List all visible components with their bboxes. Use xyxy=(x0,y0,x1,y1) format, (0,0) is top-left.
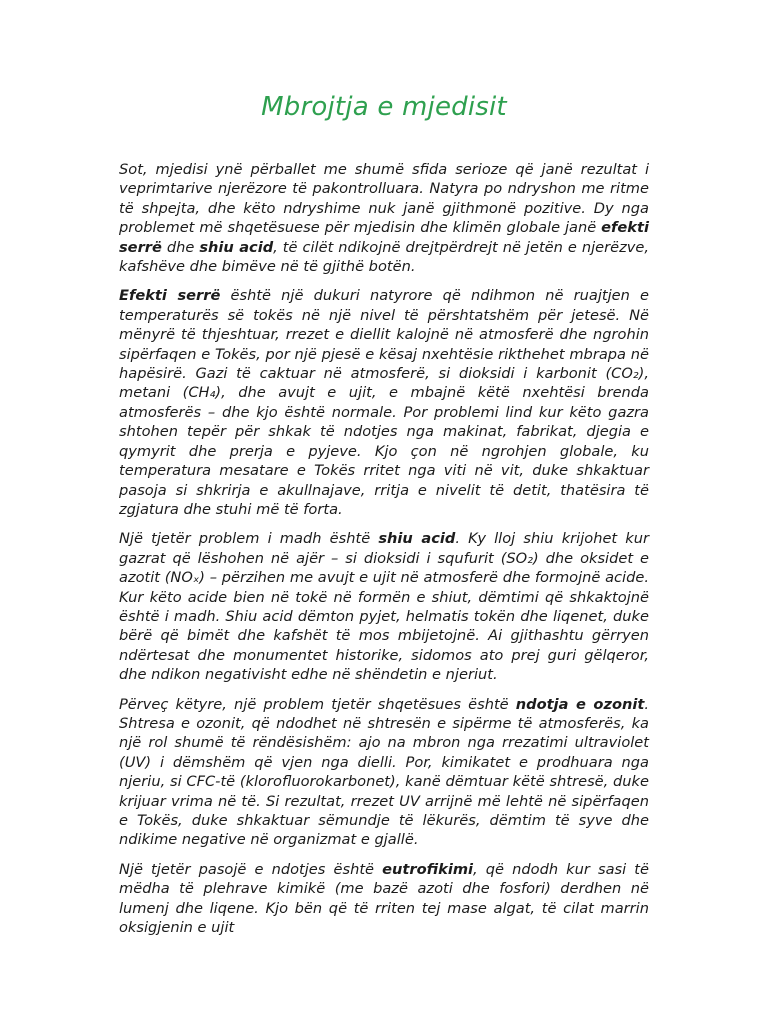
text-run: , që ndodh kur sasi të mëdha të plehrave kimikë (me bazë azoti dhe fosfori) derdhen në lumenj dhe liqene. Kjo bën që të rriten tej mase algat, të cilat marrin oksigjenin e ujit xyxy=(119,860,650,937)
bold-term-ndotja-e-ozonit: ndotja e ozonit xyxy=(515,695,645,713)
bold-term-efekti-serre: Efekti serrë xyxy=(119,287,221,305)
text-run: Një tjetër problem i madh është xyxy=(119,530,379,548)
paragraph-eutrophication xyxy=(119,860,649,938)
bold-term-eutrofikimi: eutrofikimi xyxy=(382,860,474,878)
text-run: . Ky lloj shiu krijohet kur gazrat që lëshohen në ajër – si dioksidi i squfurit (SO₂) dhe oksidet e azotit (NOₓ) – përzihen me avujt e ujit në atmosferë dhe formojnë acide. Kur këto acide bien në tokë në formën e shiut, dëmtimi që shkaktojnë është i madh. Shiu acid dëmton pyjet, helmatis tokën dhe liqenet, duke bërë që bimët dhe kafshët të mos mbijetojnë. Ai gjithashtu gërryen ndërtesat dhe monumentet historike, sidomos ato prej guri gëlqeror, dhe ndikon negativisht edhe në shëndetin e njeriut. xyxy=(119,530,650,684)
paragraph-greenhouse-effect xyxy=(119,286,649,519)
document-title: Mbrojtja e mjedisit xyxy=(261,92,507,122)
paragraph-ozone xyxy=(119,695,649,850)
text-run: , të cilët ndikojnë drejtpërdrejt në jetën e njerëzve, kafshëve dhe bimëve në të gjithë botën. xyxy=(119,238,649,276)
bold-term-shiu-acid: shiu acid xyxy=(378,530,456,548)
paragraph-acid-rain xyxy=(119,529,649,684)
text-run: dhe xyxy=(161,238,200,256)
bold-term-shiu-acid: shiu acid xyxy=(199,238,274,256)
text-run: është një dukuri natyrore që ndihmon në ruajtjen e temperaturës së tokës në një nivel të përshtatshëm për jetesë. Në mënyrë të thjeshtuar, rrezet e diellit kalojnë në atmosferë dhe ngrohin sipërfaqen e Tokës, por një pjesë e kësaj nxehtësie rikthehet mbrapa në hapësirë. Gazi të caktuar në atmosferë, si dioksidi i karbonit (CO₂), metani (CH₄), dhe avujt e ujit, e mbajnë këtë nxehtësi brenda atmosferës – dhe kjo është normale. Por problemi lind kur këto gazra shtohen tepër për shkak të ndotjes nga makinat, fabrikat, djegia e qymyrit dhe prerja e pyjeve. Kjo çon në ngrohjen globale, ku temperatura mesatare e Tokës rritet nga viti në vit, duke shkaktuar pasoja si shkrirja e akullnajave, rritja e nivelit të detit, thatësira të zgjatura dhe stuhi më të forta. xyxy=(119,287,650,518)
text-run: . Shtresa e ozonit, që ndodhet në shtresën e sipërme të atmosferës, ka një rol shumë të rëndësishëm: ajo na mbron nga rrezatimi ultraviolet (UV) i dëmshëm që vjen nga dielli. Por, kimikatet e prodhuara nga njeriu, si CFC-të (klorofluorokarbonet), kanë dëmtuar këtë shtresë, duke krijuar vrima në të. Si rezultat, rrezet UV arrijnë më lehtë në sipërfaqen e Tokës, duke shkaktuar sëmundje të lëkurës, dëmtim të syve dhe ndikime negative në organizmat e gjallë. xyxy=(119,695,649,849)
text-run: Një tjetër pasojë e ndotjes është xyxy=(119,860,383,878)
text-run: Sot, mjedisi ynë përballet me shumë sfida serioze që janë rezultat i veprimtarive njerëzore të pakontrolluara. Natyra po ndryshon me ritme të shpejta, dhe këto ndryshime nuk janë gjithmonë pozitive. Dy nga problemet më shqetësuese për mjedisin dhe klimën globale janë xyxy=(119,161,649,237)
text-run: Përveç këtyre, një problem tjetër shqetësues është xyxy=(119,695,516,713)
bold-term-efekti-serre: efekti serrë xyxy=(119,219,649,256)
paragraph-intro xyxy=(119,160,649,276)
